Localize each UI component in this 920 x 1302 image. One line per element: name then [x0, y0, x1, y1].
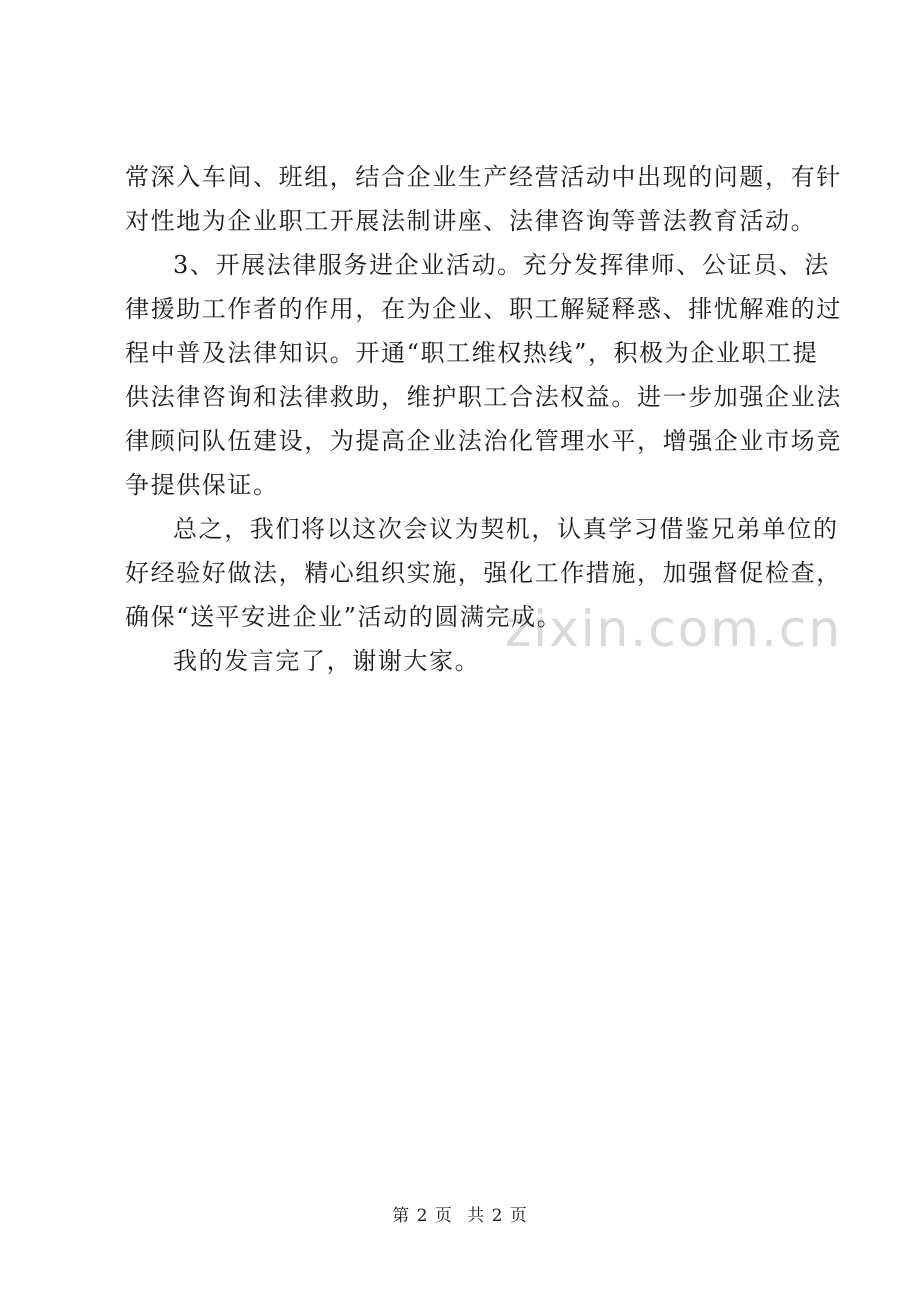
- page-number: 第 2 页: [392, 1206, 453, 1226]
- body-line: 程中普及法律知识。开通“职工维权热线”，积极为企业职工提: [125, 339, 819, 367]
- body-line: 对性地为企业职工开展法制讲座、法律咨询等普法教育活动。: [125, 207, 817, 235]
- watermark: zixin.com.cn: [505, 600, 843, 658]
- page-footer: [0, 1201, 920, 1226]
- body-line: 争提供保证。: [125, 471, 279, 499]
- document-body: [125, 163, 842, 691]
- body-line: 确保“送平安进企业”活动的圆满完成。: [125, 603, 563, 631]
- body-line: 总之，我们将以这次会议为契机，认真学习借鉴兄弟单位的: [173, 515, 839, 543]
- body-line: 律援助工作者的作用，在为企业、职工解疑释惑、排忧解难的过: [125, 295, 842, 323]
- page-total: 共 2 页: [467, 1206, 528, 1226]
- body-line: 常深入车间、班组，结合企业生产经营活动中出现的问题，有针: [125, 163, 842, 191]
- body-line: 3、开展法律服务进企业活动。充分发挥律师、公证员、法: [173, 251, 830, 279]
- body-line: 好经验好做法，精心组织实施，强化工作措施，加强督促检查，: [125, 559, 842, 587]
- body-line: 我的发言完了，谢谢大家。: [173, 647, 481, 675]
- body-line: 供法律咨询和法律救助，维护职工合法权益。进一步加强企业法: [125, 383, 842, 411]
- body-line: 律顾问队伍建设，为提高企业法治化管理水平，增强企业市场竞: [125, 427, 842, 455]
